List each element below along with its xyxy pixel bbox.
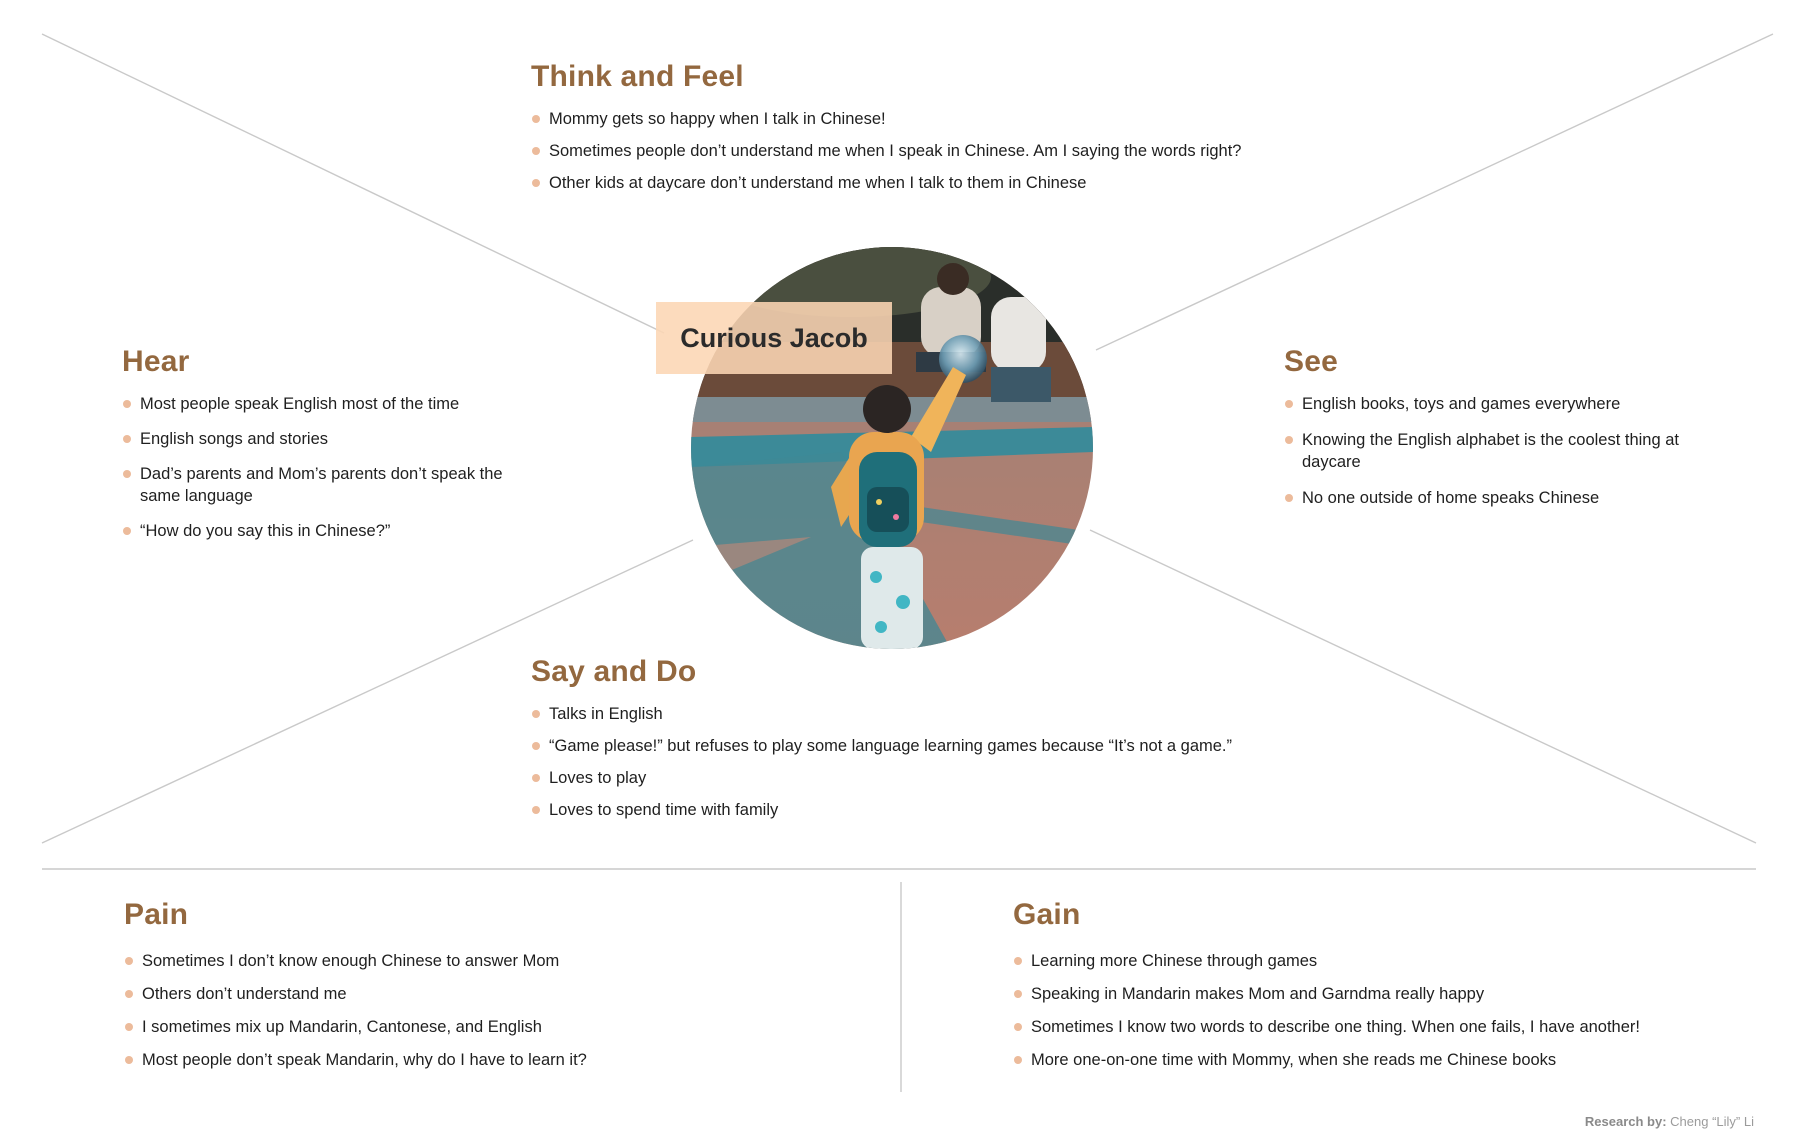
see-section xyxy=(1284,345,1704,523)
bullet-icon xyxy=(125,1023,133,1031)
list-item: Others don’t understand me xyxy=(124,983,764,1005)
persona-name: Curious Jacob xyxy=(680,322,868,353)
list-item: Sometimes I know two words to describe one thing. When one fails, I have another! xyxy=(1013,1016,1773,1038)
gain-title: Gain xyxy=(1013,898,1081,931)
bullet-icon xyxy=(123,435,131,443)
hear-section xyxy=(122,345,522,555)
bullet-icon xyxy=(125,1056,133,1064)
gain-section xyxy=(1013,898,1773,1082)
bullet-icon xyxy=(1285,494,1293,502)
list-item: Most people don’t speak Mandarin, why do I have to learn it? xyxy=(124,1049,764,1071)
bullet-icon xyxy=(532,115,540,123)
bullet-icon xyxy=(123,400,131,408)
bullet-icon xyxy=(532,774,540,782)
bullet-icon xyxy=(1014,990,1022,998)
list-item: Loves to play xyxy=(531,767,1291,789)
list-item: Most people speak English most of the time xyxy=(122,393,522,415)
bullet-icon xyxy=(532,710,540,718)
bullet-icon xyxy=(125,990,133,998)
see-title: See xyxy=(1284,345,1338,378)
list-item: Knowing the English alphabet is the coolest thing at daycare xyxy=(1284,429,1704,473)
bullet-icon xyxy=(1014,1056,1022,1064)
list-item: “Game please!” but refuses to play some language learning games because “It’s not a game.” xyxy=(531,735,1291,757)
bullet-icon xyxy=(1014,957,1022,965)
list-item: More one-on-one time with Mommy, when she reads me Chinese books xyxy=(1013,1049,1773,1071)
list-item: Other kids at daycare don’t understand me when I talk to them in Chinese xyxy=(531,172,1291,194)
list-item: English books, toys and games everywhere xyxy=(1284,393,1704,415)
bullet-icon xyxy=(1014,1023,1022,1031)
bullet-icon xyxy=(532,179,540,187)
list-item: Sometimes people don’t understand me when I speak in Chinese. Am I saying the words right? xyxy=(531,140,1291,162)
bullet-icon xyxy=(532,147,540,155)
credit-label: Research by: xyxy=(1584,1114,1667,1129)
think-and-feel-title: Think and Feel xyxy=(531,60,744,93)
bullet-icon xyxy=(123,527,131,535)
bullet-icon xyxy=(1285,436,1293,444)
think-and-feel-section xyxy=(531,60,1291,204)
list-item: Talks in English xyxy=(531,703,1291,725)
list-item: Mommy gets so happy when I talk in Chinese! xyxy=(531,108,1291,130)
bullet-icon xyxy=(1285,400,1293,408)
list-item: Loves to spend time with family xyxy=(531,799,1291,821)
hear-title: Hear xyxy=(122,345,190,378)
say-and-do-section xyxy=(531,655,1291,831)
list-item: No one outside of home speaks Chinese xyxy=(1284,487,1704,509)
list-item: Speaking in Mandarin makes Mom and Garndma really happy xyxy=(1013,983,1773,1005)
bullet-icon xyxy=(532,806,540,814)
list-item: Dad’s parents and Mom’s parents don’t speak the same language xyxy=(122,463,522,507)
bullet-icon xyxy=(125,957,133,965)
credit-name: Cheng “Lily” Li xyxy=(1670,1114,1754,1129)
pain-section xyxy=(124,898,764,1082)
list-item: I sometimes mix up Mandarin, Cantonese, and English xyxy=(124,1016,764,1038)
say-and-do-title: Say and Do xyxy=(531,655,697,688)
bullet-icon xyxy=(123,470,131,478)
list-item: Learning more Chinese through games xyxy=(1013,950,1773,972)
bullet-icon xyxy=(532,742,540,750)
research-credit xyxy=(1585,1114,1754,1129)
persona-name-label xyxy=(656,302,892,374)
list-item: Sometimes I don’t know enough Chinese to answer Mom xyxy=(124,950,764,972)
list-item: English songs and stories xyxy=(122,428,522,450)
pain-title: Pain xyxy=(124,898,189,931)
list-item: “How do you say this in Chinese?” xyxy=(122,520,522,542)
